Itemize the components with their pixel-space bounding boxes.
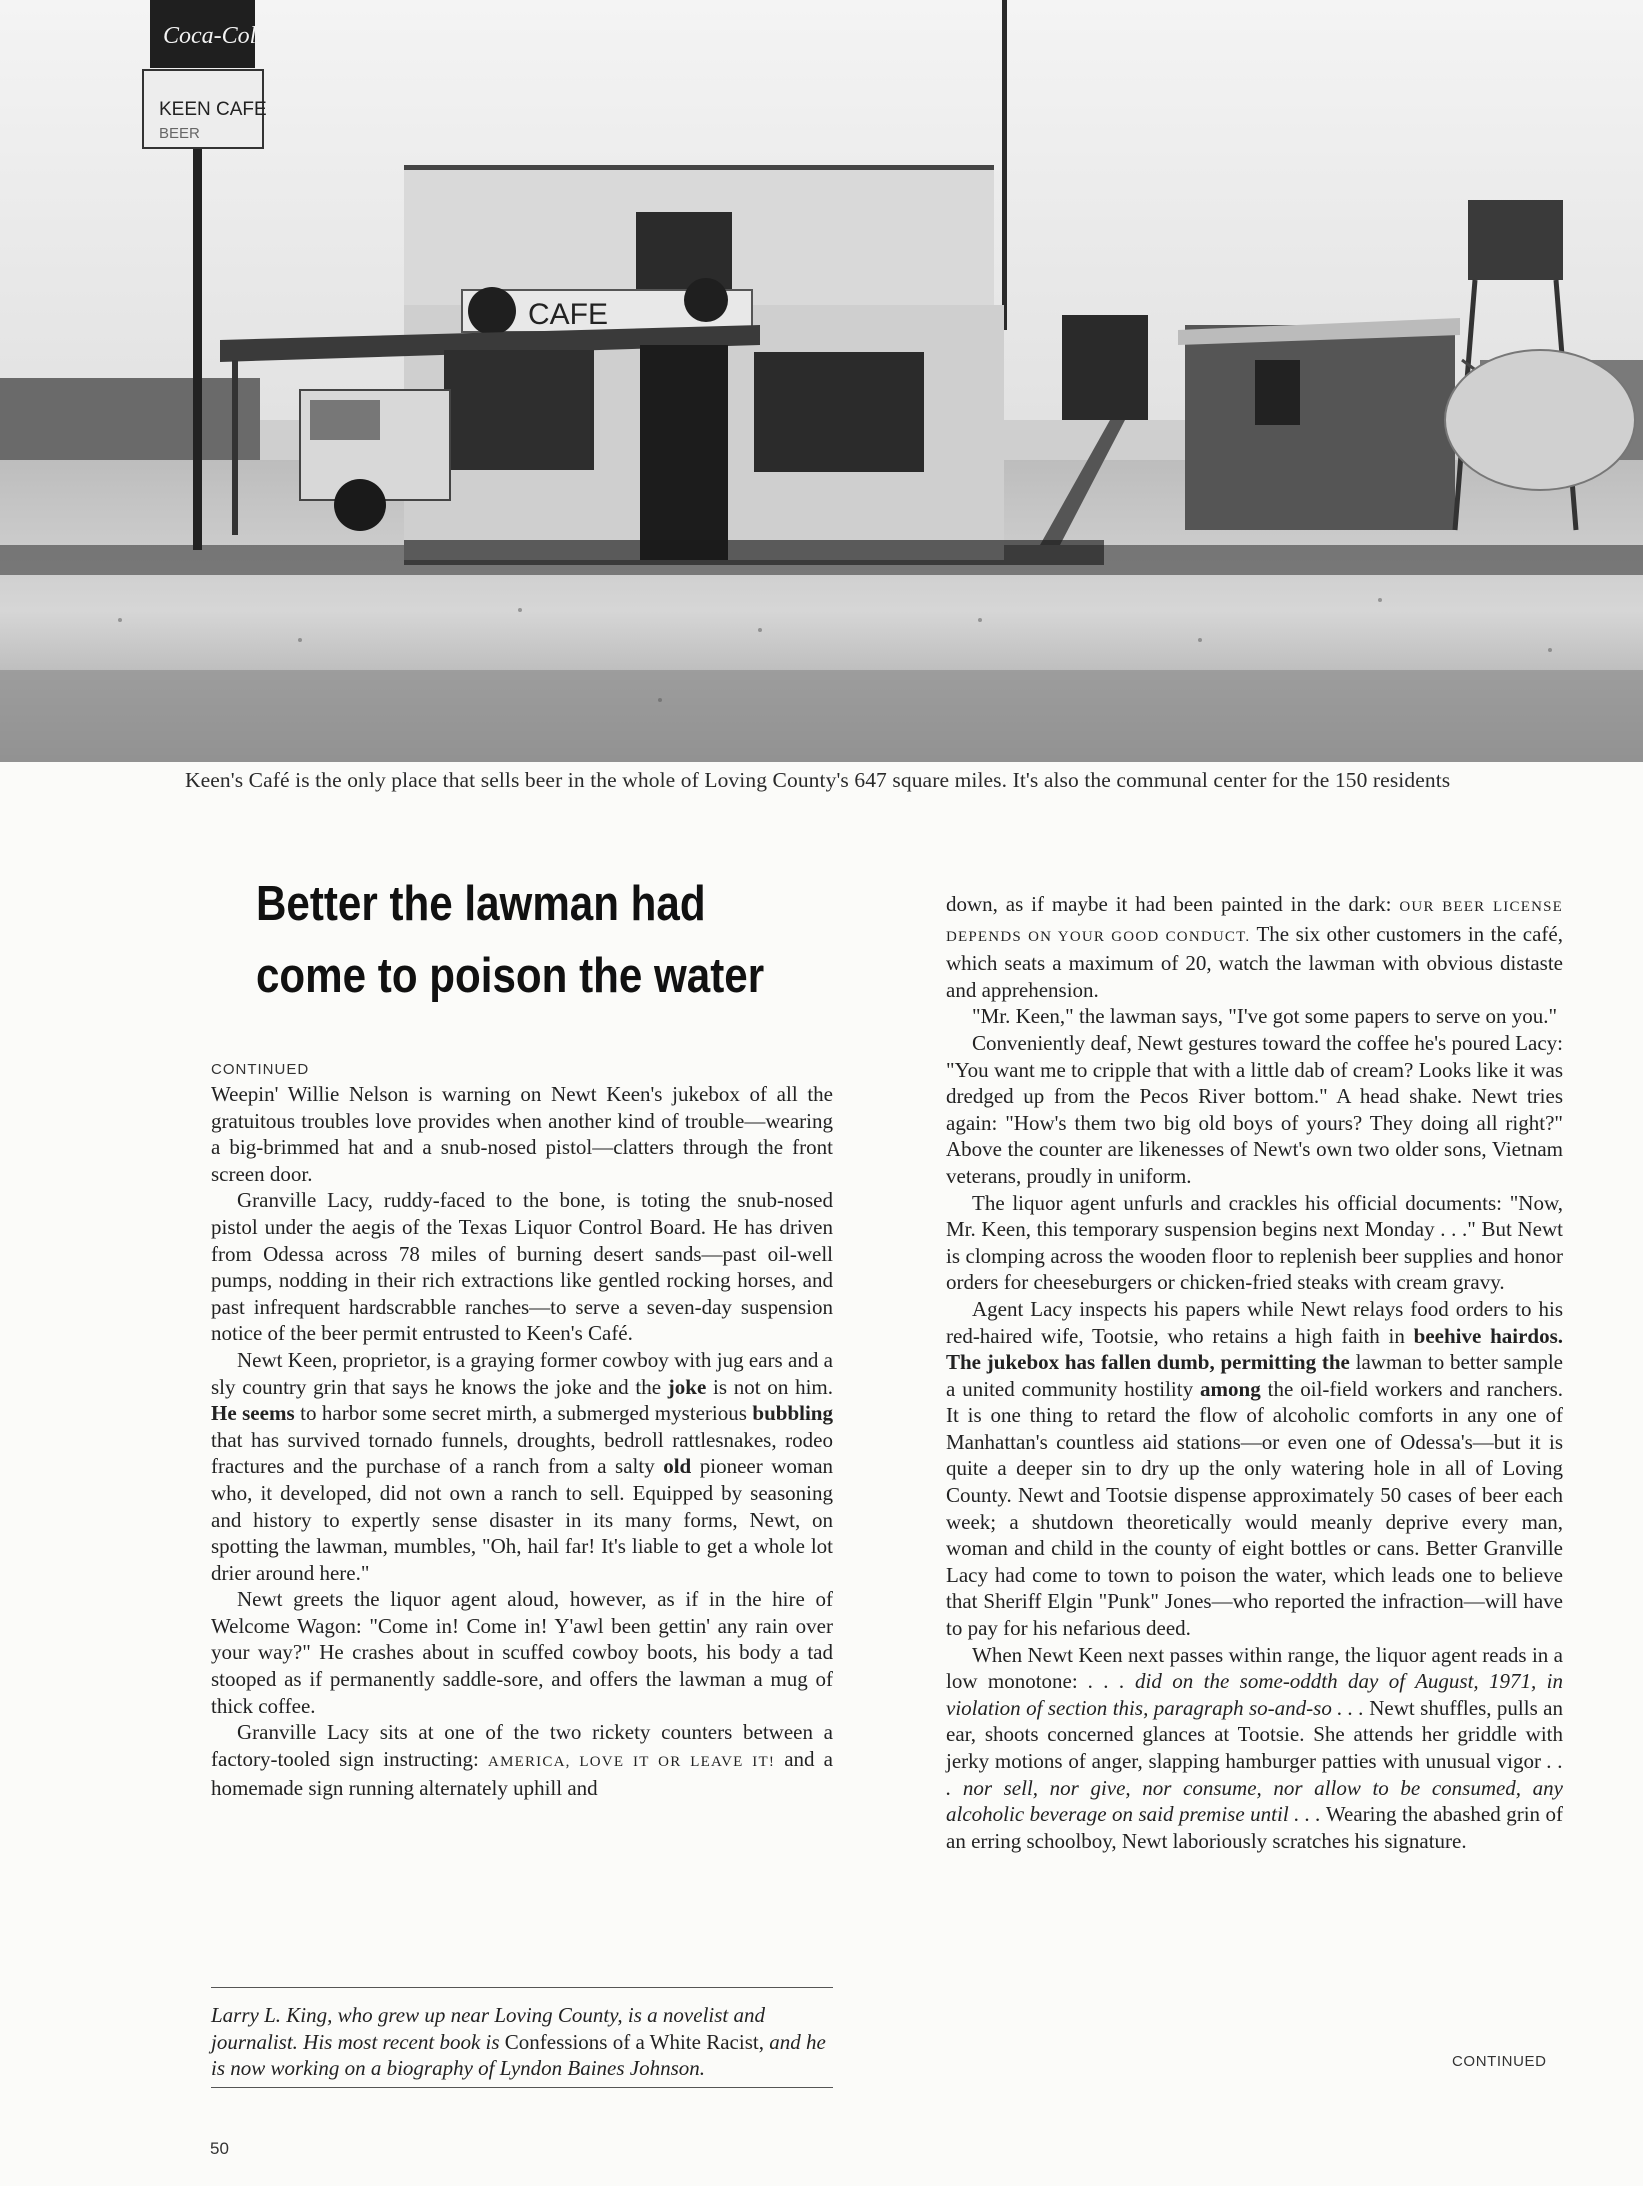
text-run: that has survived tornado funnels, droughts, bedroll rattlesnakes, rodeo fractures and the purchase of a ranch from a salty [211,1427,833,1479]
text-run: The six other customers in the café, which seats a maximum of 20, watch the lawman with obvious distaste and apprehension. [946,921,1563,1002]
paragraph: Newt greets the liquor agent aloud, however, as if in the hire of Welcome Wagon: "Come in! Come in! Y'awl been gettin' any rain over your way?" He crashes about in scuffed cowboy boots, his body a tad stooped as if permanently saddle-sore, and offers the lawman a mug of thick coffee. [211,1587,833,1718]
text-run: When Newt Keen next passes within range, the liquor agent reads in a low monotone: [946,1642,1563,1694]
continued-label-top: CONTINUED [211,1061,310,1078]
headline-line-1: Better the lawman had [256,877,706,931]
paragraph: Weepin' Willie Nelson is warning on Newt Keen's jukebox of all the gratuitous troubles love provides when another kind of trouble—wearing a big-brimmed hat and a snub-nosed pistol—clatters through the front screen door. [211,1082,833,1186]
cafe-photograph [0,0,1643,762]
continued-label-bottom: CONTINUED [1452,2053,1547,2070]
bio-rule-bottom [211,2087,833,2088]
right-text-column [946,891,1563,1854]
text-run: Newt Keen, proprietor, is a graying former cowboy with jug ears and a sly country grin that says he knows the joke and the [211,1347,833,1399]
paragraph [211,1719,833,1802]
text-run: to harbor some secret mirth, a submerged mysterious [300,1401,747,1426]
paragraph [946,1642,1563,1855]
paragraph: "Mr. Keen," the lawman says, "I've got some papers to serve on you." [972,1004,1558,1029]
text-run: Newt shuffles, pulls an ear, shoots concerned glances at Tootsie. She attends her griddle with jerky motions of anger, slapping hamburger patties with unusual vigor [946,1695,1564,1773]
paragraph: Conveniently deaf, Newt gestures toward the coffee he's poured Lacy: "You want me to cripple that with a little dab of cream? Looks like it was dredged up from the Pecos River bottom." A head shake. Newt tries again: "How's them two big old boys of yours? They doing all right?" Above the counter are likenesses of Newt's own two older sons, Vietnam veterans, proudly in uniform. [946,1030,1563,1188]
paragraph: Granville Lacy, ruddy-faced to the bone, is toting the snub-nosed pistol under the aegis of the Texas Liquor Control Board. He has driven from Odessa across 78 miles of burning desert sands—past oil-well pumps, nodding in their rich extractions like gentled rocking horses, and past infrequent hardscrabble ranches—to serve a seven-day suspension notice of the beer permit entrusted to Keen's Café. [211,1188,833,1346]
paragraph: The liquor agent unfurls and crackles his official documents: "Now, Mr. Keen, this temporary suspension begins next Monday . . ." But Newt is clomping across the wooden floor to replenish beer supplies and honor orders for cheeseburgers or chicken-fried steaks with cream gravy. [946,1190,1563,1295]
text-run: pioneer woman who, it developed, did not own a ranch to sell. Equipped by seasoning and history to expertly sense disaster in its many forms, Newt, on spotting the lawman, mumbles, "Oh, hail far! It's liable to get a whole lot drier around here." [211,1454,834,1585]
italic-quote: . . . did on the some-oddth day of August, 1971, in violation of section this, paragraph so-and-so . . . [946,1669,1564,1720]
article-headline [256,868,789,1012]
text-run: bubbling [752,1401,833,1426]
page-number: 50 [210,2139,229,2158]
text-run: lawman to better sample a united community hostility [946,1350,1564,1401]
text-run: Wearing the abashed grin of an erring schoolboy, Newt laboriously scratches his signature. [946,1802,1563,1853]
coca-cola-sign: Coca-Cola [163,23,269,49]
keen-cafe-sign: KEEN CAFE [159,99,267,120]
left-text-column [211,1081,833,1802]
text-run: and a homemade sign running alternately uphill and [211,1746,833,1801]
text-run: joke [667,1374,707,1399]
headline-line-2: come to poison the water [256,949,765,1003]
text-run: the oil-field workers and ranchers. It is one thing to retard the flow of alcoholic comforts in any one of Manhattan's countless aid stations—or even one of Odessa's—but it is quite a deeper sin to dry up the only watering hole in all of Loving County. Newt and Tootsie dispense approximately 50 cases of beer each week; a shutdown theoretically would meanly deprive every man, woman and child in the county of eight bottles or cans. Better Granville Lacy had come to town to poison the water, which leads one to believe that Sheriff Elgin "Punk" Jones—who reported the infraction—will have to pay for his nefarious deed. [946,1376,1564,1641]
beer-sign: BEER [159,125,200,142]
paragraph [946,891,1563,1003]
bio-text: and he is now working on a biography of Lyndon Baines Johnson. [211,2029,826,2081]
author-bio [211,2002,833,2082]
text-run: old [663,1454,692,1479]
text-run: He seems [211,1401,295,1426]
photo-caption: Keen's Café is the only place that sells beer in the whole of Loving County's 647 square miles. It's also the communal center for the 150 residents [185,768,1451,792]
text-run: Agent Lacy inspects his papers while Newt relays food orders to his red-haired wife, Tootsie, who retains a high faith in [946,1296,1563,1348]
text-run: down, as if maybe it had been painted in the dark: [946,892,1392,916]
bio-text: Larry L. King, who grew up near Loving County, is a novelist and journalist. His most recent book is [211,2003,765,2054]
bio-rule-top [211,1987,833,1988]
paragraph [211,1347,833,1586]
building-cafe-sign: CAFE [528,298,609,331]
text-run: is not on him. [713,1374,834,1399]
text-run: among [1200,1376,1261,1401]
paragraph [946,1296,1563,1642]
sign-text: OUR BEER LICENSE DEPENDS ON YOUR GOOD CONDUCT. [946,899,1564,945]
book-title: Confessions of a White Racist, [504,2029,764,2054]
sign-text: AMERICA, LOVE IT OR LEAVE IT! [488,1753,776,1770]
italic-quote: . . . nor sell, nor give, nor consume, nor allow to be consumed, any alcoholic beverage on said premise until . . . [946,1749,1563,1827]
text-run: Granville Lacy sits at one of the two rickety counters between a factory-tooled sign instructing: [211,1720,833,1771]
text-run: beehive hairdos. The jukebox has fallen dumb, permitting the [946,1323,1564,1375]
